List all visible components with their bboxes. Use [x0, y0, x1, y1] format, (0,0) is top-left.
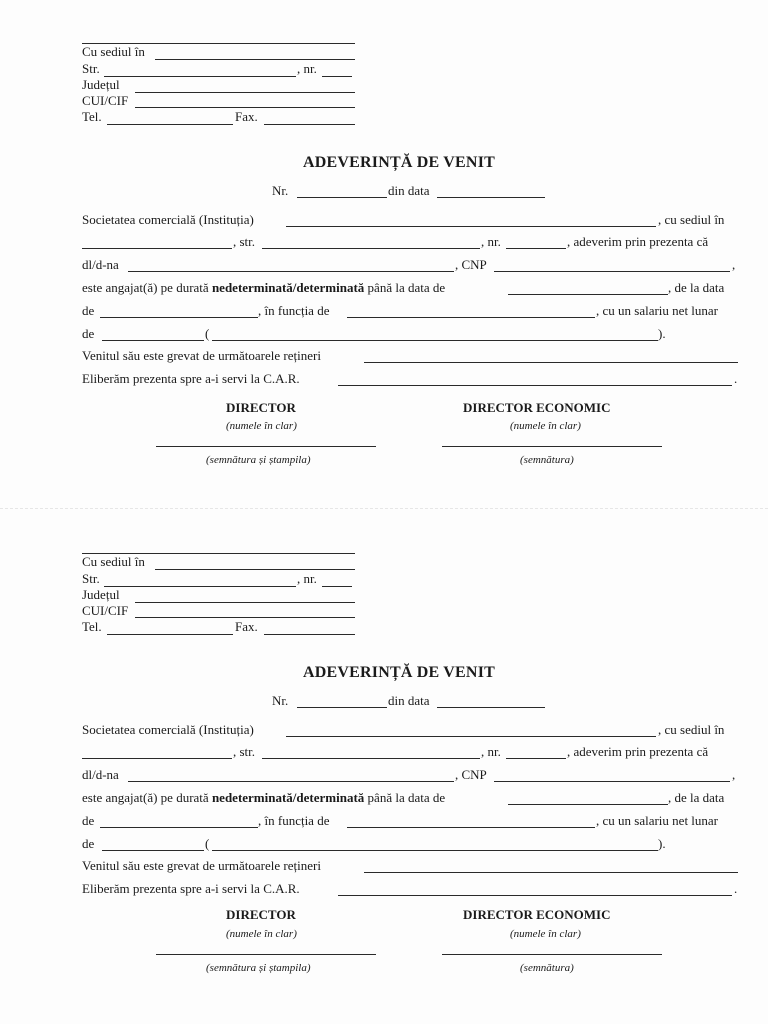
- director-title: DIRECTOR: [226, 907, 296, 922]
- tel-label: Tel.: [82, 109, 102, 124]
- director-economic-semnatura: (semnătura): [520, 454, 574, 466]
- director-nume-clar: (numele în clar): [226, 420, 297, 432]
- nume-field[interactable]: [128, 271, 454, 272]
- cnp-field[interactable]: [494, 781, 730, 782]
- str-body-field[interactable]: [262, 758, 480, 759]
- dl-label: dl/d-na: [82, 257, 119, 272]
- comma: ,: [732, 767, 736, 782]
- header-str-field[interactable]: [104, 586, 296, 587]
- cui-field[interactable]: [135, 617, 355, 618]
- cui-field[interactable]: [135, 107, 355, 108]
- functia-field[interactable]: [347, 827, 595, 828]
- dl-label: dl/d-na: [82, 767, 119, 782]
- str-label: Str.: [82, 61, 100, 76]
- din-data-label: din data: [388, 693, 430, 708]
- angajat-post: până la data de: [367, 790, 446, 805]
- judet-label: Județul: [82, 587, 120, 602]
- adeverim-label: , adeverim prin prezenta că: [567, 234, 709, 249]
- sediu-label: Cu sediul în: [82, 44, 145, 59]
- venitul-label: Venitul său este grevat de următoarele rețineri: [82, 858, 321, 873]
- eliberam-label: Eliberăm prezenta spre a-i servi la C.A.R.: [82, 881, 300, 896]
- angajat-bold: nedeterminată/determinată: [211, 790, 365, 805]
- director-nume-clar: (numele în clar): [226, 928, 297, 940]
- str-body-label: , str.: [233, 744, 256, 759]
- salariu-cifre-field[interactable]: [102, 850, 204, 851]
- de-la-data-field[interactable]: [100, 317, 258, 318]
- income-certificate-form-2: [0, 510, 768, 1010]
- de2-label: de: [82, 836, 95, 851]
- sediu-field[interactable]: [155, 59, 355, 60]
- nr-body-label: , nr.: [481, 744, 501, 759]
- sediu-label: Cu sediul în: [82, 554, 145, 569]
- pana-la-data-field[interactable]: [508, 804, 668, 805]
- adeverim-label: , adeverim prin prezenta că: [567, 744, 709, 759]
- document-title: ADEVERINȚĂ DE VENIT: [303, 154, 495, 171]
- in-functia-label: , în funcția de: [258, 303, 330, 318]
- oras-field[interactable]: [82, 248, 232, 249]
- angajat-text: [82, 790, 445, 806]
- angajat-pre: este angajat(ă) pe durată: [82, 790, 209, 805]
- header-str-field[interactable]: [104, 76, 296, 77]
- fax-label: Fax.: [235, 109, 258, 124]
- eliberam-label: Eliberăm prezenta spre a-i servi la C.A.R.: [82, 371, 300, 386]
- fax-field[interactable]: [264, 124, 355, 125]
- nr-doc-field[interactable]: [297, 197, 387, 198]
- str-body-label: , str.: [233, 234, 256, 249]
- director-economic-nume-clar: (numele în clar): [510, 420, 581, 432]
- period: .: [734, 881, 738, 896]
- cui-label: CUI/CIF: [82, 603, 129, 618]
- tel-field[interactable]: [107, 124, 233, 125]
- din-data-field[interactable]: [437, 707, 545, 708]
- cnp-field[interactable]: [494, 271, 730, 272]
- director-economic-signature-line[interactable]: [442, 954, 662, 955]
- nr-doc-label: Nr.: [272, 693, 289, 708]
- sediu-field[interactable]: [155, 569, 355, 570]
- car-field[interactable]: [338, 385, 732, 386]
- str-body-field[interactable]: [262, 248, 480, 249]
- comma: ,: [732, 257, 736, 272]
- cu-sediul-label: , cu sediul în: [658, 722, 725, 737]
- paren-close: ).: [658, 326, 666, 341]
- angajat-bold: nedeterminată/determinată: [211, 280, 365, 295]
- nr-body-field[interactable]: [506, 758, 566, 759]
- car-field[interactable]: [338, 895, 732, 896]
- de-la-data-label: , de la data: [668, 790, 725, 805]
- oras-field[interactable]: [82, 758, 232, 759]
- income-certificate-form-1: [0, 0, 768, 500]
- societatea-field[interactable]: [286, 226, 656, 227]
- tel-field[interactable]: [107, 634, 233, 635]
- de-label: de: [82, 303, 95, 318]
- din-data-label: din data: [388, 183, 430, 198]
- judet-field[interactable]: [135, 602, 355, 603]
- de-la-data-label: , de la data: [668, 280, 725, 295]
- salariu-label: , cu un salariu net lunar: [596, 303, 719, 318]
- societatea-field[interactable]: [286, 736, 656, 737]
- director-semnatura-stampila: (semnătura și ștampila): [206, 962, 311, 974]
- angajat-pre: este angajat(ă) pe durată: [82, 280, 209, 295]
- str-label: Str.: [82, 571, 100, 586]
- nr-label: , nr.: [297, 61, 317, 76]
- paren-open: (: [205, 836, 210, 851]
- director-economic-nume-clar: (numele în clar): [510, 928, 581, 940]
- salariu-litere-field[interactable]: [212, 850, 658, 851]
- salariu-litere-field[interactable]: [212, 340, 658, 341]
- cu-sediul-label: , cu sediul în: [658, 212, 725, 227]
- director-title: DIRECTOR: [226, 400, 296, 415]
- nr-body-label: , nr.: [481, 234, 501, 249]
- in-functia-label: , în funcția de: [258, 813, 330, 828]
- venitul-label: Venitul său este grevat de următoarele rețineri: [82, 348, 321, 363]
- de2-label: de: [82, 326, 95, 341]
- cnp-label: , CNP: [455, 257, 487, 272]
- cui-label: CUI/CIF: [82, 93, 129, 108]
- director-signature-line[interactable]: [156, 954, 376, 955]
- retineri-field[interactable]: [364, 872, 738, 873]
- header-nr-field[interactable]: [322, 76, 352, 77]
- angajat-text: [82, 280, 445, 296]
- nr-doc-label: Nr.: [272, 183, 289, 198]
- document-title: ADEVERINȚĂ DE VENIT: [303, 664, 495, 681]
- judet-field[interactable]: [135, 92, 355, 93]
- nume-field[interactable]: [128, 781, 454, 782]
- paren-close: ).: [658, 836, 666, 851]
- nr-doc-field[interactable]: [297, 707, 387, 708]
- tel-label: Tel.: [82, 619, 102, 634]
- director-economic-title: DIRECTOR ECONOMIC: [463, 907, 611, 922]
- de-la-data-field[interactable]: [100, 827, 258, 828]
- period: .: [734, 371, 738, 386]
- judet-label: Județul: [82, 77, 120, 92]
- paren-open: (: [205, 326, 210, 341]
- salariu-label: , cu un salariu net lunar: [596, 813, 719, 828]
- director-economic-semnatura: (semnătura): [520, 962, 574, 974]
- director-semnatura-stampila: (semnătura și ștampila): [206, 454, 311, 466]
- director-economic-signature-line[interactable]: [442, 446, 662, 447]
- societatea-label: Societatea comercială (Instituția): [82, 722, 254, 737]
- societatea-label: Societatea comercială (Instituția): [82, 212, 254, 227]
- nr-label: , nr.: [297, 571, 317, 586]
- nr-body-field[interactable]: [506, 248, 566, 249]
- header-nr-field[interactable]: [322, 586, 352, 587]
- angajat-post: până la data de: [367, 280, 446, 295]
- cnp-label: , CNP: [455, 767, 487, 782]
- retineri-field[interactable]: [364, 362, 738, 363]
- de-label: de: [82, 813, 95, 828]
- director-economic-title: DIRECTOR ECONOMIC: [463, 400, 611, 415]
- salariu-cifre-field[interactable]: [102, 340, 204, 341]
- fax-field[interactable]: [264, 634, 355, 635]
- director-signature-line[interactable]: [156, 446, 376, 447]
- fax-label: Fax.: [235, 619, 258, 634]
- pana-la-data-field[interactable]: [508, 294, 668, 295]
- din-data-field[interactable]: [437, 197, 545, 198]
- functia-field[interactable]: [347, 317, 595, 318]
